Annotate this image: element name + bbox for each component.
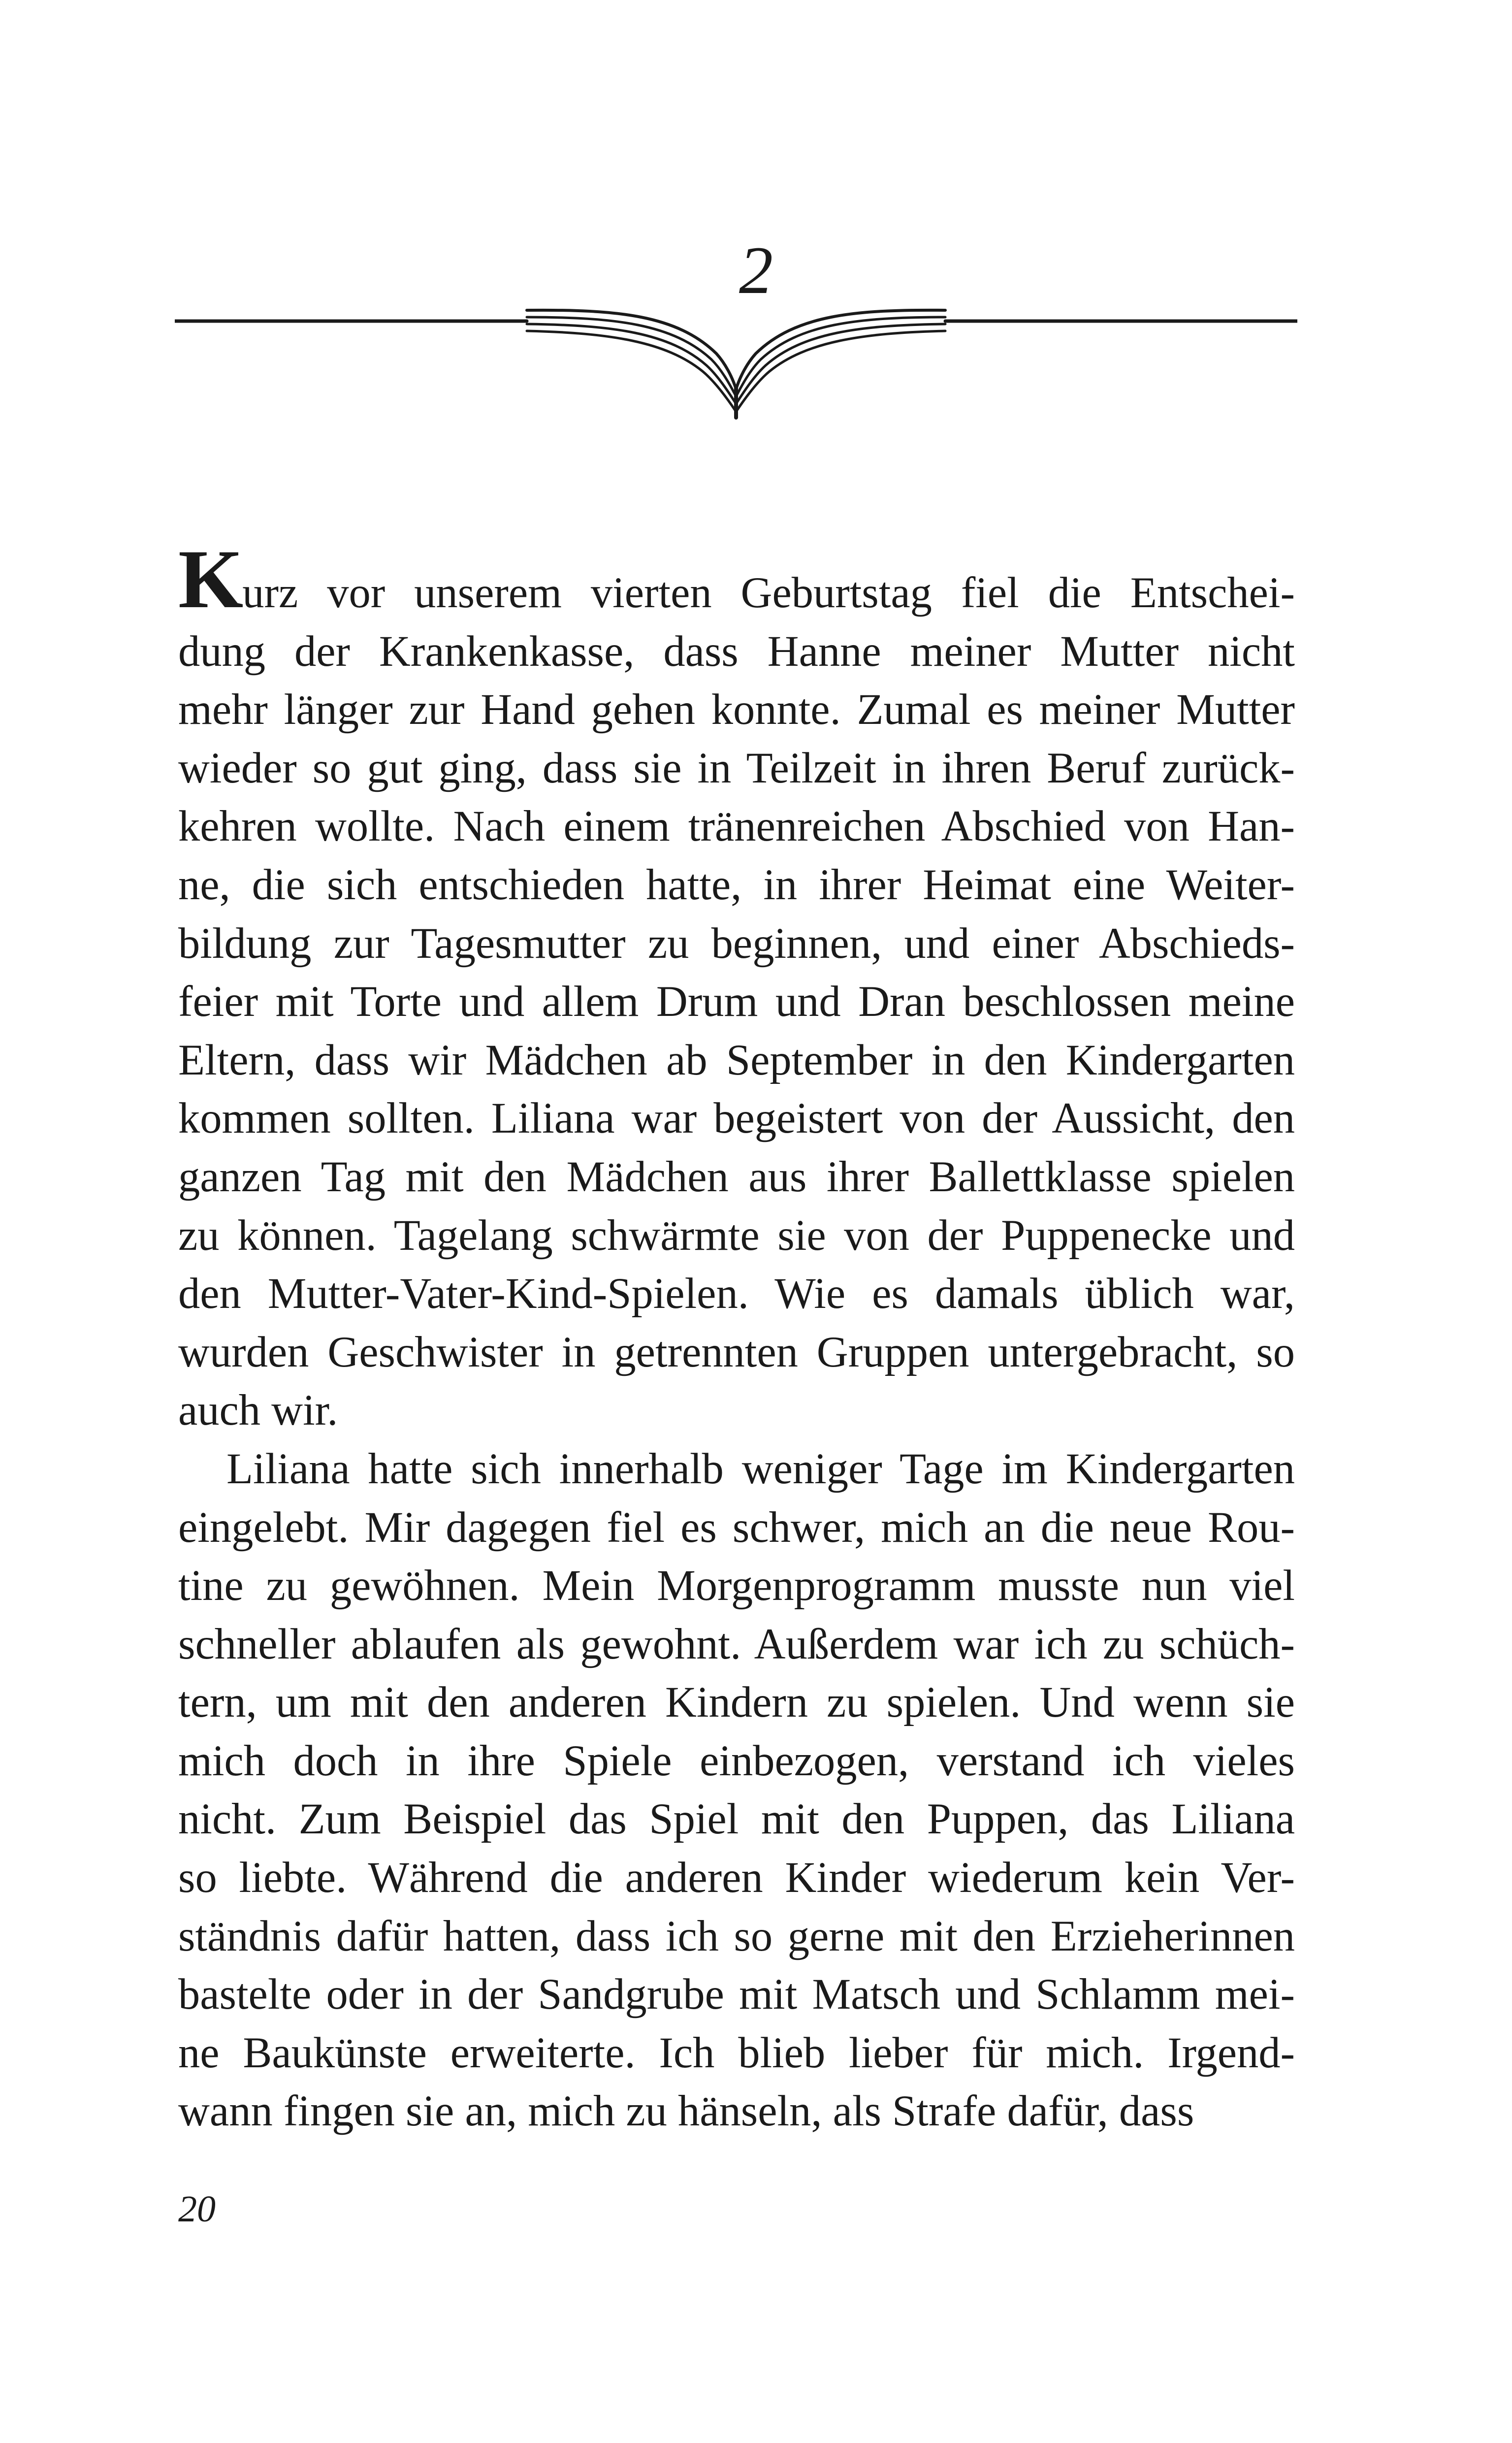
line-text: mich doch in ihre Spiele einbezogen, verstand ich vieles xyxy=(178,1736,1295,1785)
line-text: auch wir. xyxy=(178,1386,338,1435)
text-line xyxy=(178,1089,1295,1148)
text-line xyxy=(178,1323,1295,1382)
line-text: Liliana hatte sich innerhalb weniger Tage im Kindergarten xyxy=(226,1444,1295,1493)
text-line xyxy=(178,1265,1295,1323)
text-line xyxy=(178,1031,1295,1090)
text-line xyxy=(178,1615,1295,1674)
text-line xyxy=(178,1381,1295,1440)
chapter-body xyxy=(178,533,1295,2141)
line-text: kommen sollten. Liliana war begeistert von der Aussicht, den xyxy=(178,1094,1295,1143)
text-line xyxy=(178,533,1295,625)
line-text: dung der Krankenkasse, dass Hanne meiner Mutter nicht xyxy=(178,627,1295,676)
line-text: wann fingen sie an, mich zu hänseln, als Strafe dafür, dass xyxy=(178,2087,1194,2136)
line-text: urz vor unserem vierten Geburtstag fiel die Entschei- xyxy=(242,569,1295,617)
drop-cap: K xyxy=(178,533,243,625)
line-text: den Mutter-Vater-Kind-Spielen. Wie es damals üblich war, xyxy=(178,1270,1295,1318)
line-text: schneller ablaufen als gewohnt. Außerdem war ich zu schüch- xyxy=(178,1620,1295,1668)
line-text: tern, um mit den anderen Kindern zu spielen. Und wenn sie xyxy=(178,1678,1295,1727)
text-line xyxy=(178,1557,1295,1615)
text-line xyxy=(178,797,1295,856)
text-line xyxy=(178,973,1295,1031)
book-flourish-divider-icon xyxy=(175,295,1297,423)
line-text: ne, die sich entschieden hatte, in ihrer Heimat eine Weiter- xyxy=(178,860,1295,909)
text-line xyxy=(178,1498,1295,1557)
line-text: nicht. Zum Beispiel das Spiel mit den Puppen, das Liliana xyxy=(178,1795,1295,1844)
paragraph xyxy=(178,533,1295,1440)
text-line xyxy=(178,1849,1295,1907)
text-line xyxy=(178,1907,1295,1966)
text-line xyxy=(178,1965,1295,2024)
paragraph xyxy=(178,1440,1295,2141)
text-line xyxy=(178,856,1295,914)
text-line xyxy=(178,914,1295,973)
text-line xyxy=(178,1790,1295,1849)
text-line xyxy=(178,1206,1295,1265)
line-text: ständnis dafür hatten, dass ich so gerne mit den Erzieherinnen xyxy=(178,1912,1295,1960)
line-text: so liebte. Während die anderen Kinder wiederum kein Ver- xyxy=(178,1854,1295,1902)
line-text: bildung zur Tagesmutter zu beginnen, und einer Abschieds- xyxy=(178,919,1295,968)
page-number: 20 xyxy=(178,2188,216,2230)
line-text: feier mit Torte und allem Drum und Dran beschlossen meine xyxy=(178,977,1295,1026)
text-line xyxy=(178,681,1295,739)
line-text: eingelebt. Mir dagegen fiel es schwer, mich an die neue Rou- xyxy=(178,1503,1295,1552)
line-text: Eltern, dass wir Mädchen ab September in den Kindergarten xyxy=(178,1036,1295,1084)
line-text: ne Baukünste erweiterte. Ich blieb lieber für mich. Irgend- xyxy=(178,2028,1295,2077)
text-line xyxy=(178,2024,1295,2083)
line-text: ganzen Tag mit den Mädchen aus ihrer Ballettklasse spielen xyxy=(178,1152,1295,1201)
line-text: bastelte oder in der Sandgrube mit Matsch und Schlamm mei- xyxy=(178,1970,1295,2019)
text-line xyxy=(178,1673,1295,1732)
text-line xyxy=(178,739,1295,798)
text-line xyxy=(178,2082,1295,2141)
text-line xyxy=(178,622,1295,681)
text-line xyxy=(178,1732,1295,1791)
chapter-number: 2 xyxy=(739,232,773,308)
text-line xyxy=(178,1440,1295,1498)
text-line xyxy=(178,1148,1295,1206)
line-text: kehren wollte. Nach einem tränenreichen Abschied von Han- xyxy=(178,802,1295,851)
line-text: wurden Geschwister in getrennten Gruppen untergebracht, so xyxy=(178,1328,1295,1376)
line-text: wieder so gut ging, dass sie in Teilzeit in ihren Beruf zurück- xyxy=(178,744,1295,792)
line-text: mehr länger zur Hand gehen konnte. Zumal es meiner Mutter xyxy=(178,685,1295,734)
line-text: zu können. Tagelang schwärmte sie von der Puppenecke und xyxy=(178,1211,1295,1260)
line-text: tine zu gewöhnen. Mein Morgenprogramm musste nun viel xyxy=(178,1562,1295,1610)
